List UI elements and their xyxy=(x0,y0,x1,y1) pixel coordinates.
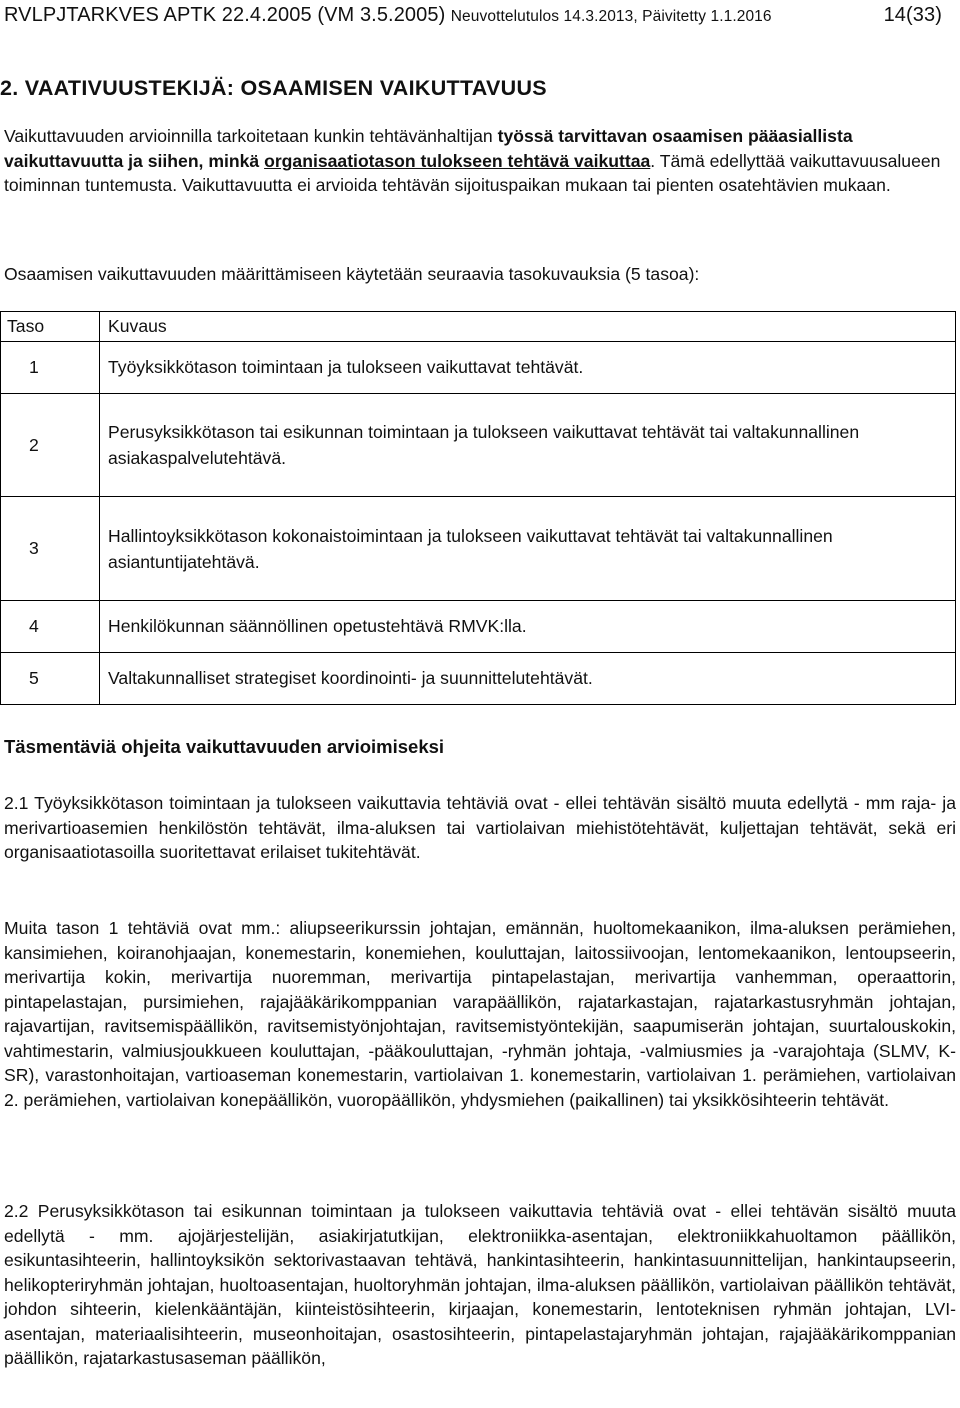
level-number: 4 xyxy=(1,601,100,653)
table-row xyxy=(1,497,956,601)
level-number: 2 xyxy=(1,394,100,497)
section-2-2-paragraph: 2.2 Perusyksikkötason tai esikunnan toimintaan ja tulokseen vaikuttavia tehtäviä ovat - ellei tehtävän sisältö muuta edellytä - mm. ajojärjestelijän, asiakirjatutkijan, elektroniikka-asentajan, elektroniikkahuoltamon päällikön, esikuntasihteerin, hallintoyksikön sektorivastaavan tehtävä, hankintasihteerin, hankintasuunnittelijan, hankintaupseerin, helikopteriryhmän johtajan, huoltoasentajan, huoltoryhmän johtajan, ilma-aluksen päällikön, vartiolaivan päällikön tehtävät, johdon sihteerin, kielenkääntäjän, kiinteistösihteerin, kirjaajan, konemestarin, lentoteknisen ryhmän johtajan, LVI-asentajan, materiaalisihteerin, museonhoitajan, osastosihteerin, pintapelastajaryhmän johtajan, rajajääkärikomppanian päällikön, rajatarkastusaseman päällikön, xyxy=(4,1201,956,1368)
page-number: 14(33) xyxy=(883,4,942,26)
document-code: RVLPJTARKVES APTK 22.4.2005 (VM 3.5.2005) xyxy=(4,4,446,26)
intro-bold-underlined-text: organisaatiotason tulokseen tehtävä vaikuttaa xyxy=(264,150,651,171)
table-row xyxy=(1,653,956,705)
level-number: 3 xyxy=(1,497,100,601)
intro-text-2: . Tämä edellyttää vaikuttavuusalueen toiminnan tuntemusta. Vaikuttavuutta ei arvioida tehtävän sijoituspaikan mukaan tai pienten osatehtävien mukaan. xyxy=(4,150,941,195)
level-description: Hallintoyksikkötason kokonaistoimintaan ja tulokseen vaikuttavat tehtävät tai valtakunnallinen asiantuntijatehtävä. xyxy=(100,497,956,601)
level-description: Perusyksikkötason tai esikunnan toimintaan ja tulokseen vaikuttavat tehtävät tai valtakunnallinen asiakaspalvelutehtävä. xyxy=(100,394,956,497)
level-description: Valtakunnalliset strategiset koordinointi- ja suunnittelutehtävät. xyxy=(100,653,956,705)
header-level: Taso xyxy=(1,312,100,342)
intro-bold-text: työssä tarvittavan osaamisen pääasiallista vaikuttavuutta ja siihen, minkä xyxy=(4,126,853,171)
level-description: Työyksikkötason toimintaan ja tulokseen vaikuttavat tehtävät. xyxy=(100,342,956,394)
table-header-row xyxy=(1,312,956,342)
section-title: 2. VAATIVUUSTEKIJÄ: OSAAMISEN VAIKUTTAVUUS xyxy=(0,76,547,100)
levels-table xyxy=(0,311,956,705)
section-2-1-paragraph: 2.1 Työyksikkötason toimintaan ja tulokseen vaikuttavia tehtäviä ovat - ellei tehtävän sisältö muuta edellytä - mm raja- ja merivartioasemien henkilöstön tehtävät, ilma-aluksen tai vartiolaivan miehistötehtävät, kuljettajan tehtävät, sekä eri organisaatiotasoilla suoritettavat erilaiset tukitehtävät. xyxy=(4,793,956,862)
level-1-examples-paragraph: Muita tason 1 tehtäviä ovat mm.: aliupseerikurssin johtajan, emännän, huoltomekaanikon, ilma-aluksen perämiehen, kansimiehen, koiranohjaajan, konemestarin, konemiehen, kouluttajan, laitossiivoojan, lentomekaanikon, lentoupseerin, merivartija kokin, merivartija nuoremman, merivartija pintapelastajan, merivartija vanhemman, operaattorin, pintapelastajan, pursimiehen, rajajääkärikomppanian varapäällikön, rajatarkastajan, rajatarkastusryhmän johtajan, rajavartijan, ravitsemispäällikön, ravitsemistyönjohtajan, ravitsemistyöntekijän, saapumiserän johtajan, suurtalouskokin, vahtimestarin, valmiusjoukkueen kouluttajan, -pääkouluttajan, -ryhmän johtaja, -valmiusmies ja -varajohtaja (SLMV, K-SR), varastonhoitajan, vartioaseman konemestarin, vartiolaivan 1. konemestarin, vartiolaivan 1. perämiehen, vartiolaivan 2. perämiehen, vartiolaivan konepäällikön, vuoropäällikön, yhdysmiehen (paikallinen) tai yksikkösihteerin tehtävät. xyxy=(4,918,956,1110)
level-description: Henkilökunnan säännöllinen opetustehtävä RMVK:lla. xyxy=(100,601,956,653)
level-number: 1 xyxy=(1,342,100,394)
levels-intro: Osaamisen vaikuttavuuden määrittämiseen käytetään seuraavia tasokuvauksia (5 tasoa): xyxy=(4,264,700,284)
table-row xyxy=(1,394,956,497)
guidance-heading: Täsmentäviä ohjeita vaikuttavuuden arvioimiseksi xyxy=(4,736,445,757)
intro-text-1: Vaikuttavuuden arvioinnilla tarkoitetaan kunkin tehtävänhaltijan xyxy=(4,126,498,146)
revision-note: Neuvottelutulos 14.3.2013, Päivitetty 1.1.2016 xyxy=(450,8,772,25)
table-row xyxy=(1,601,956,653)
page-header xyxy=(4,4,954,27)
level-number: 5 xyxy=(1,653,100,705)
header-description: Kuvaus xyxy=(100,312,956,342)
table-row xyxy=(1,342,956,394)
intro-paragraph xyxy=(4,124,956,198)
